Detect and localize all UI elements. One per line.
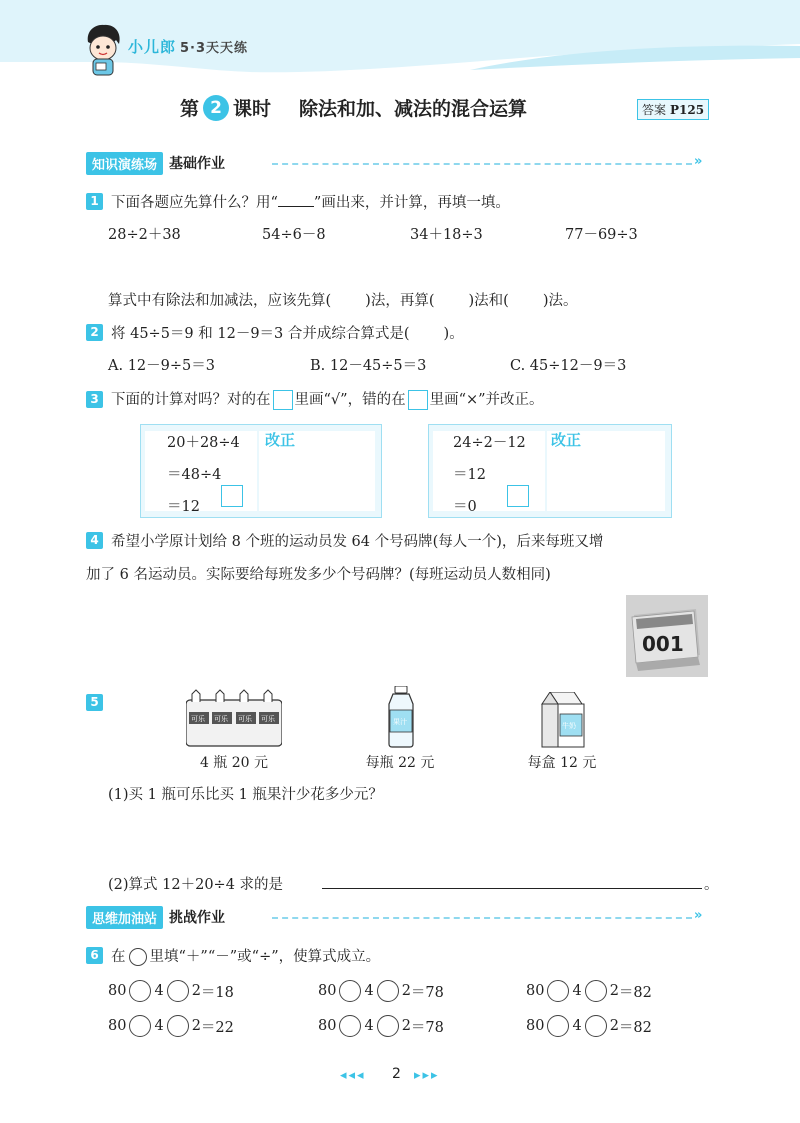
q1-fill-d: )法。 bbox=[542, 293, 578, 309]
operand: 80 bbox=[108, 983, 127, 999]
q1-expr-1: 28÷2＋38 bbox=[108, 227, 181, 243]
q4-line-2: 加了 6 名运动员。实际要给每班发多少个号码牌？(每班运动员人数相同) bbox=[86, 567, 551, 583]
underline-sample bbox=[278, 193, 314, 207]
question-4 bbox=[86, 530, 603, 551]
q5-sub2-end: 。 bbox=[704, 877, 719, 893]
operand: 2 bbox=[609, 1018, 619, 1034]
q6-prompt-a: 在 bbox=[111, 949, 126, 965]
check-box[interactable] bbox=[507, 485, 529, 507]
calc-line-2: ＝12 bbox=[453, 467, 486, 483]
q2-prompt: 将 45÷5＝9 和 12－9＝3 合并成综合算式是( bbox=[111, 326, 410, 342]
result: ＝82 bbox=[618, 1019, 652, 1036]
question-number: 1 bbox=[86, 193, 103, 210]
page-nav-left-icon: ◂◂◂ bbox=[340, 1068, 366, 1083]
section-arrow-icon: » bbox=[694, 908, 703, 923]
fix-label: 改正 bbox=[265, 431, 296, 449]
brand-sub: 5·3天天练 bbox=[180, 41, 249, 56]
section-divider bbox=[272, 917, 692, 919]
operand: 2 bbox=[191, 1018, 201, 1034]
milk-price-label: 每盒 12 元 bbox=[527, 755, 597, 771]
question-number: 6 bbox=[86, 947, 103, 964]
operand: 80 bbox=[526, 983, 545, 999]
question-number: 4 bbox=[86, 532, 103, 549]
number-badge-image bbox=[626, 595, 708, 677]
cola-bottle-text: 可乐 bbox=[214, 715, 228, 723]
operand: 4 bbox=[364, 1018, 374, 1034]
answer-page: P125 bbox=[670, 103, 705, 117]
operator-circle[interactable] bbox=[585, 1015, 607, 1037]
mascot-icon bbox=[82, 22, 124, 80]
answer-reference bbox=[637, 99, 709, 120]
result: ＝78 bbox=[410, 984, 444, 1001]
equation bbox=[526, 1015, 652, 1037]
page-title bbox=[180, 94, 527, 121]
page-nav-right-icon: ▸▸▸ bbox=[414, 1068, 440, 1083]
operand: 80 bbox=[526, 1018, 545, 1034]
operand: 2 bbox=[401, 1018, 411, 1034]
question-1 bbox=[86, 191, 510, 212]
answer-line[interactable] bbox=[322, 888, 702, 889]
question-2 bbox=[86, 322, 464, 343]
operand: 4 bbox=[154, 983, 164, 999]
result: ＝18 bbox=[200, 984, 234, 1001]
operator-circle[interactable] bbox=[339, 1015, 361, 1037]
question-3 bbox=[86, 388, 544, 410]
operand: 4 bbox=[364, 983, 374, 999]
correction-box-2 bbox=[428, 424, 672, 518]
operand: 2 bbox=[609, 983, 619, 999]
operand: 2 bbox=[401, 983, 411, 999]
operator-circle[interactable] bbox=[377, 980, 399, 1002]
lesson-prefix: 第 bbox=[180, 98, 200, 120]
answer-box-icon bbox=[273, 390, 293, 410]
section-tag: 知识演练场 bbox=[86, 152, 163, 175]
q2-option-a: A. 12－9÷5＝3 bbox=[108, 358, 215, 374]
brand-name: 小儿郎 bbox=[128, 38, 177, 56]
section-basic-header bbox=[86, 152, 225, 174]
q3-prompt-a: 下面的计算对吗？对的在 bbox=[111, 392, 271, 408]
cola-bottle-text: 可乐 bbox=[238, 715, 252, 723]
q4-line-1: 希望小学原计划给 8 个班的运动员发 64 个号码牌(每人一个)，后来每班又增 bbox=[111, 534, 604, 550]
check-box[interactable] bbox=[221, 485, 243, 507]
juice-bottle-icon bbox=[384, 686, 418, 748]
calc-line-2: ＝48÷4 bbox=[167, 467, 222, 483]
cola-price-label: 4 瓶 20 元 bbox=[199, 755, 269, 771]
result: ＝82 bbox=[618, 984, 652, 1001]
lesson-suffix: 课时 bbox=[233, 98, 272, 120]
correction-box-1 bbox=[140, 424, 382, 518]
q1-fill-c: )法和( bbox=[468, 293, 509, 309]
calc-line-1: 24÷2－12 bbox=[453, 435, 526, 451]
fix-label: 改正 bbox=[551, 431, 582, 449]
question-number: 3 bbox=[86, 391, 103, 408]
lesson-number-badge: 2 bbox=[203, 95, 229, 121]
badge-number: 001 bbox=[642, 632, 684, 656]
q1-fill-b: )法，再算( bbox=[365, 293, 435, 309]
operator-circle[interactable] bbox=[339, 980, 361, 1002]
equation bbox=[526, 980, 652, 1002]
operand: 80 bbox=[108, 1018, 127, 1034]
equation bbox=[318, 980, 444, 1002]
operand: 4 bbox=[572, 983, 582, 999]
q1-expr-2: 54÷6－8 bbox=[262, 227, 326, 243]
juice-price-label: 每瓶 22 元 bbox=[365, 755, 435, 771]
section-label: 挑战作业 bbox=[169, 910, 226, 926]
section-challenge-header bbox=[86, 906, 225, 928]
result: ＝78 bbox=[410, 1019, 444, 1036]
lesson-topic: 除法和加、减法的混合运算 bbox=[299, 98, 528, 120]
operator-circle[interactable] bbox=[377, 1015, 399, 1037]
question-6 bbox=[86, 945, 380, 966]
operand: 80 bbox=[318, 1018, 337, 1034]
operand: 4 bbox=[572, 1018, 582, 1034]
q2-option-b: B. 12－45÷5＝3 bbox=[310, 358, 427, 374]
operator-circle[interactable] bbox=[167, 1015, 189, 1037]
q5-sub-question-2 bbox=[108, 873, 283, 894]
section-arrow-icon: » bbox=[694, 154, 703, 169]
calc-line-3: ＝12 bbox=[167, 499, 200, 515]
q2-option-c: C. 45÷12－9＝3 bbox=[510, 358, 627, 374]
operand: 4 bbox=[154, 1018, 164, 1034]
equation bbox=[108, 980, 234, 1002]
page-number: 2 bbox=[392, 1066, 401, 1082]
operand: 2 bbox=[191, 983, 201, 999]
calc-line-1: 20＋28÷4 bbox=[167, 435, 240, 451]
q1-fill-a: 算式中有除法和加减法，应该先算( bbox=[108, 293, 332, 309]
answer-box-icon bbox=[408, 390, 428, 410]
operator-circle[interactable] bbox=[547, 980, 569, 1002]
question-number: 5 bbox=[86, 694, 103, 711]
q1-prompt: 下面各题应先算什么？用“ bbox=[111, 195, 278, 211]
q1-fill-sentence bbox=[108, 289, 577, 310]
milk-carton-icon bbox=[540, 692, 588, 748]
cola-bottle-text: 可乐 bbox=[191, 715, 205, 723]
operator-circle[interactable] bbox=[547, 1015, 569, 1037]
operand: 80 bbox=[318, 983, 337, 999]
q5-sub-question-1: (1)买 1 瓶可乐比买 1 瓶果汁少花多少元？ bbox=[108, 787, 383, 803]
calc-line-3: ＝0 bbox=[453, 499, 477, 515]
milk-carton-text: 牛奶 bbox=[562, 722, 576, 730]
section-tag: 思维加油站 bbox=[86, 906, 163, 929]
result: ＝22 bbox=[200, 1019, 234, 1036]
q3-prompt-b: 里画“√”，错的在 bbox=[294, 392, 406, 408]
section-label: 基础作业 bbox=[169, 156, 226, 172]
q1-prompt-end: ”画出来，并计算，再填一填。 bbox=[313, 195, 510, 211]
brand bbox=[128, 36, 248, 57]
q1-expr-3: 34＋18÷3 bbox=[410, 227, 483, 243]
operator-circle[interactable] bbox=[129, 1015, 151, 1037]
q5-sub2-text: (2)算式 12＋20÷4 求的是 bbox=[108, 877, 284, 893]
question-5 bbox=[86, 694, 103, 711]
operator-circle[interactable] bbox=[585, 980, 607, 1002]
q6-prompt-b: 里填“＋”“－”或“÷”，使算式成立。 bbox=[149, 949, 381, 965]
juice-bottle-text: 果汁 bbox=[393, 718, 407, 726]
operator-circle[interactable] bbox=[129, 980, 151, 1002]
section-divider bbox=[272, 163, 692, 165]
equation bbox=[108, 1015, 234, 1037]
question-number: 2 bbox=[86, 324, 103, 341]
q1-expr-4: 77－69÷3 bbox=[565, 227, 638, 243]
q2-prompt-end: )。 bbox=[443, 326, 464, 342]
answer-label: 答案 bbox=[642, 103, 667, 117]
circle-icon bbox=[129, 948, 147, 966]
cola-bottle-text: 可乐 bbox=[261, 715, 275, 723]
q3-prompt-c: 里画“×”并改正。 bbox=[429, 392, 544, 408]
equation bbox=[318, 1015, 444, 1037]
operator-circle[interactable] bbox=[167, 980, 189, 1002]
cola-pack-icon bbox=[186, 686, 282, 748]
